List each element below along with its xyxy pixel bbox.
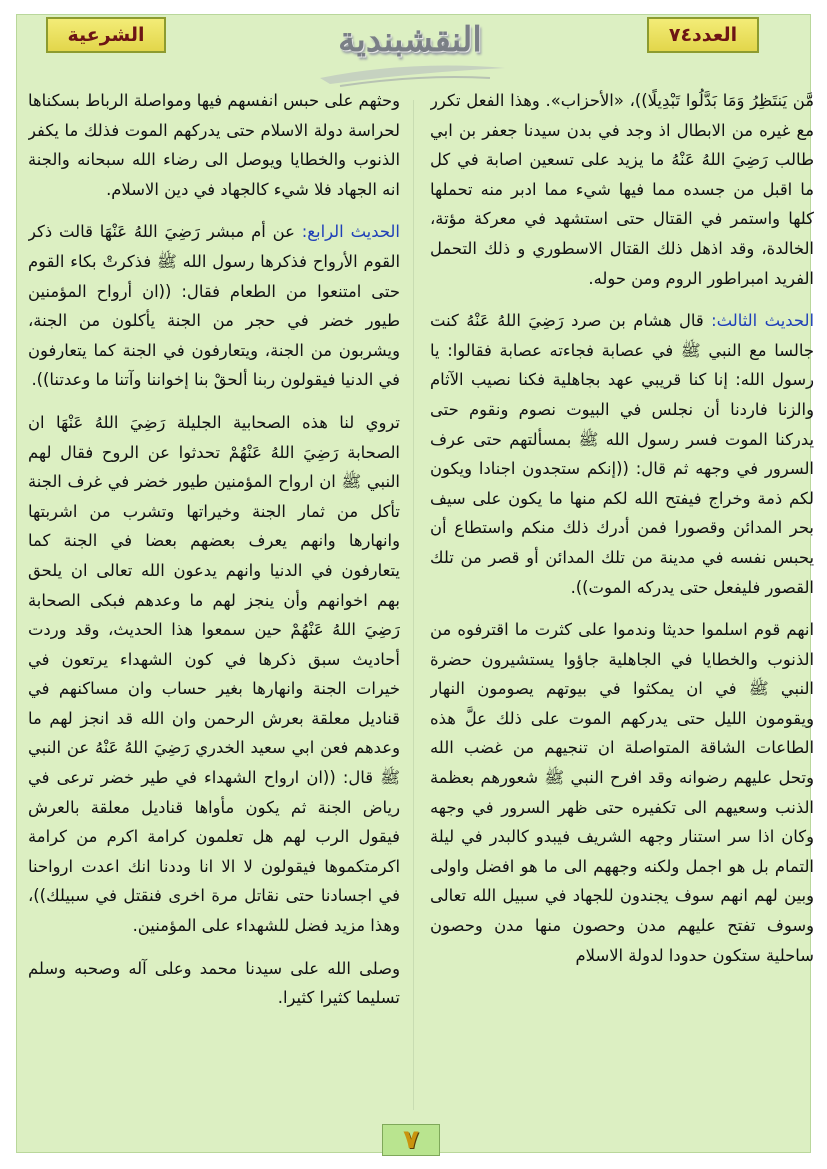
left-paragraph-3: تروي لنا هذه الصحابية الجليلة رَضِيَ اللهُ عَنْهَا ان الصحابة رَضِيَ اللهُ عَنْهُمْ تحدثوا عن الروح فقال لهم النبي ﷺ ان ارواح المؤمنين طيور خضر في غرف الجنة تأكل من ثمار الجنة وخيراتها وتشرب من اشربتها وانهارها وانهم يعرف بعضهم بعضا في الجنة كما يتعارفون في الدنيا وانهم يدعون الله تعالى ان يلحق بهم اخوانهم وأن ينجز لهم ما وعدهم فبكى الصحابة رَضِيَ اللهُ عَنْهُمْ حين سمعوا هذا الحديث، وقد وردت أحاديث سبق ذكرها في كون الشهداء يرتعون في خيرات الجنة وانهارها بغير حساب وان مساكنهم في قناديل معلقة بعرش الرحمن وان الله قد انجز لهم ما وعدهم فعن ابي سعيد الخدري رَضِيَ اللهُ عَنْهُ عن النبي ﷺ قال: ((ان ارواح الشهداء في طير خضر ترعى في رياض الجنة ثم يكون مأواها قناديل معلقة بالعرش فيقول الرب لهم هل تعلمون كرامة اكرم من كرامة اكرمتكموها فيقولون لا الا انا وددنا انك اعدت ارواحنا في اجسادنا حتى نقاتل مرة اخرى فنقتل في سبيلك))، وهذا مزيد فضل للشهداء على المؤمنين. [28, 412, 400, 936]
hadith-3-body: قال هشام بن صرد رَضِيَ اللهُ عَنْهُ كنت جالسا مع النبي ﷺ في عصابة فجاءته عصابة فقالوا: يا رسول الله: إنا كنا قريبي عهد بجاهلية فكنا نصيب الآثام والزنا فاردنا أن نجلس في البيوت نصوم ونقوم حتى يدركنا الموت فسر رسول الله ﷺ بمسألتهم حتى عرف السرور في وجهه ثم قال: ((إنكم ستجدون اجنادا ويكون لكم ذمة وخراج فيفتح الله لكم منها ما يكون على سيف بحر المدائن وقصورا فمن أدرك ذلك منكم واستطاع أن يحبس نفسه في مدينة من تلك المدائن أو قصر من تلك القصور فليفعل حتى يدركه الموت)). [430, 311, 814, 597]
right-paragraph-1: مَّن يَنتَظِرُ وَمَا بَدَّلُوا تَبْدِيلًا))، «الأحزاب». وهذا الفعل تكرر مع غيره من الابطال اذ وجد في بدن سيدنا جعفر بن ابي طالب رَضِيَ اللهُ عَنْهُ ما يزيد على تسعين اصابة في كل ما اقبل من جسده مما فيها شيء مما ادبر منه تحملها كلها واستمر في القتال حتى استشهد في معركة مؤتة، الخالدة، وقد اذهل ذلك القتال الاسطوري و ذلك التحمل الفريد امبراطور الروم ومن حوله. [430, 91, 814, 288]
left-paragraph-4: وصلى الله على سيدنا محمد وعلى آله وصحبه وسلم تسليما كثيرا كثيرا. [28, 958, 400, 1008]
left-paragraph-2 [28, 217, 400, 395]
left-paragraph-1: وحثهم على حبس انفسهم فيها ومواصلة الرباط بسكناها لحراسة دولة الاسلام حتى يدركهم الموت فذلك ما يكفر الذنوب والخطايا ويوصل الى رضاء الله سبحانه والجنة انه الجهاد فلا شيء كالجهاد في دين الاسلام. [28, 91, 400, 199]
page-number: ٧ [382, 1124, 440, 1156]
hadith-4-body: عن أم مبشر رَضِيَ اللهُ عَنْهَا قالت ذكر القوم الأرواح فذكرها رسول الله ﷺ فذكرتْ بكاء القوم حتى امتنعوا من الطعام فقال: ((ان أرواح المؤمنين طيور خضر في حجر من الجنة يأكلون من الجنة، ويشربون من الجنة، ويتعارفون في الجنة كما يتعارفون في الدنيا فيقولون ربنا ألحقْ بنا إخواننا وآتنا ما وعدتنا)). [28, 222, 400, 390]
section-label: الشرعية [46, 17, 166, 53]
right-paragraph-3: انهم قوم اسلموا حديثا وندموا على كثرت ما اقترفوه من الذنوب والخطايا في الجاهلية جاؤوا يستشيرون حضرة النبي ﷺ في ان يمكثوا في بيوتهم يصومون النهار ويقومون الليل حتى يدركهم الموت على ذلك علَّ هذه الطاعات الشاقة المتواصلة ان تنجيهم من غضب الله وتحل عليهم رضوانه وقد افرح النبي ﷺ شعورهم بعظمة الذنب وسعيهم الى تكفيره حتى ظهر السرور في وجهه وكان اذا سر استنار وجهه الشريف فيبدو كالبدر في ليلة التمام بل هو اجمل ولكنه وجههم الى ما هو افضل واولى وبين لهم انهم سوف يجندون للجهاد في سبيل الله تعالى وسوف تفتح عليهم مدن وحصون منها مدن وحصون ساحلية ستكون حدودا لدولة الاسلام [430, 620, 814, 965]
magazine-title: النقشبندية [338, 20, 482, 60]
issue-label: العدد٧٤ [647, 17, 759, 53]
hadith-3-heading: الحديث الثالث: [711, 311, 814, 331]
masthead [300, 20, 520, 90]
right-paragraph-2 [430, 306, 814, 602]
column-divider [413, 100, 414, 1110]
left-column [28, 86, 400, 1126]
right-column [430, 86, 814, 1126]
hadith-4-heading: الحديث الرابع: [301, 222, 400, 242]
